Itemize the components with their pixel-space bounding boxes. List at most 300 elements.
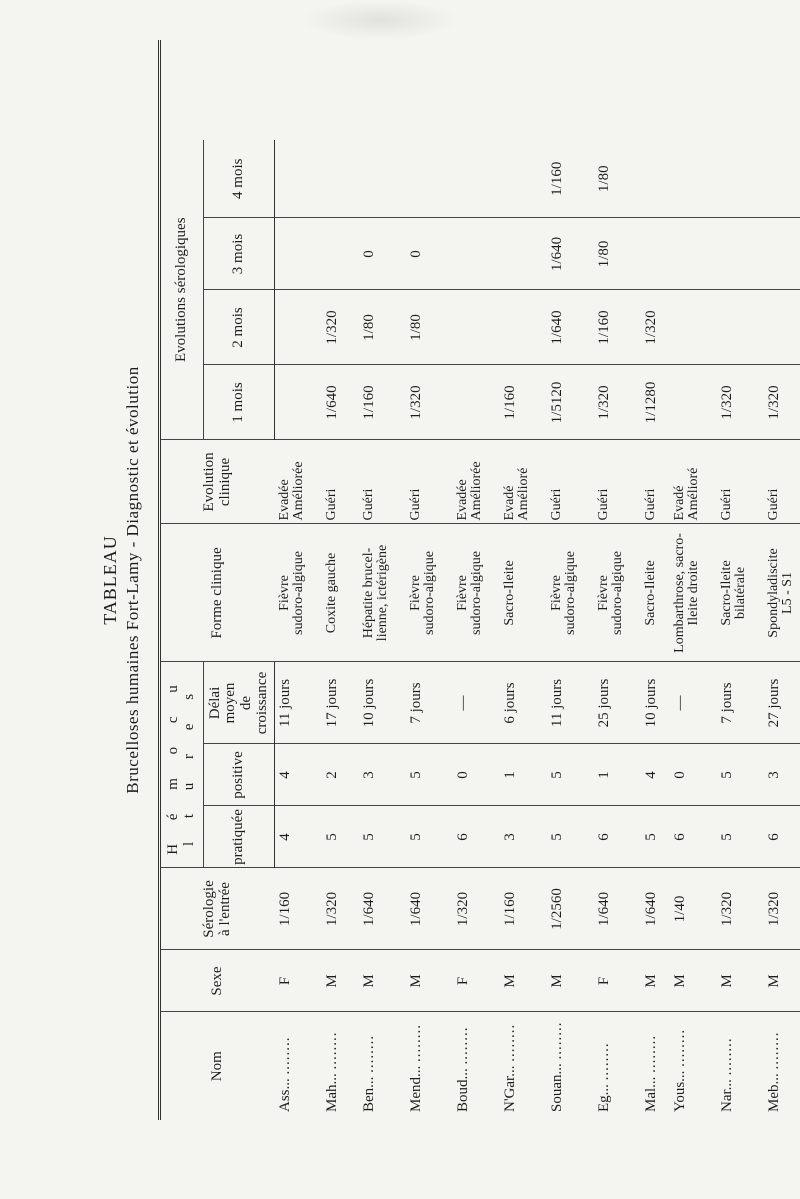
cell-evolution-clinique: [500, 440, 547, 524]
cell-forme-clinique: [641, 524, 670, 662]
cell-delai-text: —: [455, 695, 471, 711]
cell-1-mois: [641, 365, 670, 440]
cell-pratiquee: [500, 806, 547, 868]
table-row: [453, 40, 500, 1120]
cell-serologie: [453, 868, 500, 950]
cell-forme-clinique-text: Lombarthrose, sacro-: [672, 533, 687, 653]
cell-positive-text: 1: [502, 771, 518, 779]
cell-nom: [500, 1012, 547, 1120]
cell-evolution-clinique-text: Guéri: [719, 488, 734, 521]
cell-3-mois: [764, 218, 800, 290]
cell-positive-text: 3: [361, 771, 377, 779]
cell-1-mois: [670, 365, 717, 440]
cell-pratiquee: [594, 806, 641, 868]
header-delai-l2: de croissance: [238, 671, 270, 735]
cell-positive: [359, 744, 406, 806]
cell-pratiquee-text: 5: [408, 833, 424, 841]
cell-evolution-clinique-text: Evadé: [502, 485, 517, 521]
cell-serologie-text: 1/320: [719, 891, 735, 927]
table-row: [641, 40, 670, 1120]
cell-pratiquee-text: 3: [502, 833, 518, 841]
cell-serologie: [322, 868, 359, 950]
cell-nom-text: Boud...: [455, 1068, 471, 1112]
cell-2-mois-text: 1/160: [596, 310, 612, 345]
cell-4-mois: [717, 140, 764, 218]
cell-positive-text: 5: [719, 771, 735, 779]
cell-positive-text: 5: [549, 771, 565, 779]
cell-2-mois: [594, 290, 641, 365]
cell-positive-text: 2: [324, 771, 340, 779]
cell-1-mois: [406, 365, 453, 440]
cell-serologie: [594, 868, 641, 950]
cell-serologie: [547, 868, 594, 950]
cell-forme-clinique: [453, 524, 500, 662]
cell-serologie: [641, 868, 670, 950]
cell-nom-text: Eg...: [596, 1084, 612, 1112]
table-subtitle: Brucelloses humaines Fort-Lamy - Diagnostic et évolution: [123, 366, 142, 794]
cell-1-mois: [359, 365, 406, 440]
cell-serologie-text: 1/320: [455, 891, 471, 927]
cell-forme-clinique: [359, 524, 406, 662]
header-delai-l1: Délai moyen: [206, 682, 239, 724]
header-evolution-clinique: [160, 440, 275, 524]
cell-4-mois: [322, 140, 359, 218]
cell-forme-clinique: [547, 524, 594, 662]
cell-sexe: [453, 950, 500, 1012]
cell-positive-text: 3: [766, 771, 782, 779]
cell-positive-text: 0: [455, 771, 471, 779]
cell-spacer: [500, 40, 547, 140]
cell-evolution-clinique-text: Guéri: [361, 488, 376, 521]
cell-evolution-clinique-text: Amélioré: [686, 467, 701, 521]
cell-nom: [717, 1012, 764, 1120]
cell-forme-clinique-text: Hépatite brucel-: [361, 547, 376, 639]
cell-sexe-text: M: [361, 974, 377, 988]
cell-pratiquee: [275, 806, 323, 868]
cell-1-mois-text: 1/5120: [549, 381, 565, 424]
cell-forme-clinique: [670, 524, 717, 662]
cell-nom-dots: ........: [408, 1024, 424, 1062]
cell-pratiquee-text: 5: [549, 833, 565, 841]
cell-evolution-clinique-text: Guéri: [643, 488, 658, 521]
cell-evolution-clinique-text: Guéri: [596, 488, 611, 521]
cell-spacer: [670, 40, 717, 140]
cell-4-mois-text: 1/80: [596, 165, 612, 193]
cell-evolution-clinique: [764, 440, 800, 524]
cell-nom-dots: ........: [276, 1036, 293, 1075]
cell-forme-clinique-text: Fièvre: [276, 575, 292, 611]
cell-2-mois-text: 1/80: [361, 314, 377, 341]
cell-nom-dots: ........: [361, 1034, 377, 1073]
header-forme-clinique: Forme clinique: [160, 524, 275, 662]
cell-forme-clinique-text: Sacro-Ileite: [643, 560, 658, 626]
cell-positive: [547, 744, 594, 806]
cell-positive: [641, 744, 670, 806]
cell-evolution-clinique-text: Amélioré: [516, 467, 531, 521]
cell-forme-clinique-text: L5 - S1: [780, 571, 795, 614]
cell-nom-dots: ........: [549, 1021, 565, 1060]
cell-nom-text: Mal...: [643, 1076, 659, 1112]
cell-spacer: [717, 40, 764, 140]
cell-4-mois: [641, 140, 670, 218]
cell-evolution-clinique-text: Evadée: [276, 479, 292, 521]
cell-nom-dots: ........: [766, 1031, 782, 1070]
cell-delai: [594, 662, 641, 744]
cell-forme-clinique: [500, 524, 547, 662]
cell-3-mois: [406, 218, 453, 290]
cell-nom: [453, 1012, 500, 1120]
cell-nom-text: Ben...: [361, 1076, 377, 1112]
cell-evolution-clinique: [359, 440, 406, 524]
cell-positive-text: 0: [672, 771, 688, 779]
rotated-table-page: [100, 40, 795, 1120]
cell-nom: [594, 1012, 641, 1120]
cell-delai: [359, 662, 406, 744]
cell-3-mois: [594, 218, 641, 290]
cell-forme-clinique: [764, 524, 800, 662]
cell-3-mois: [641, 218, 670, 290]
cell-sexe-text: M: [549, 974, 565, 988]
cell-spacer: [764, 40, 800, 140]
header-evolutions-serologiques: Evolutions sérologiques: [160, 140, 204, 440]
cell-spacer: [406, 40, 453, 140]
cell-sexe: [717, 950, 764, 1012]
header-nom: Nom: [208, 1051, 225, 1082]
cell-serologie: [764, 868, 800, 950]
cell-2-mois: [359, 290, 406, 365]
cell-4-mois: [453, 140, 500, 218]
table-row: [594, 40, 641, 1120]
cell-sexe: [764, 950, 800, 1012]
cell-forme-clinique: [406, 524, 453, 662]
cell-sexe-text: M: [408, 974, 424, 988]
cell-delai: [322, 662, 359, 744]
cell-evolution-clinique: [547, 440, 594, 524]
cell-sexe-text: M: [719, 974, 735, 988]
cell-sexe: [359, 950, 406, 1012]
cell-spacer: [322, 40, 359, 140]
cell-nom: [406, 1012, 453, 1120]
cell-forme-clinique-text: sudoro-algique: [290, 551, 306, 635]
page-stain: [300, 0, 460, 40]
cell-evolution-clinique: [717, 440, 764, 524]
cell-1-mois: [717, 365, 764, 440]
cell-evolution-clinique-text: Evadé: [672, 485, 687, 521]
cell-delai: [275, 662, 323, 744]
cell-pratiquee: [641, 806, 670, 868]
cell-forme-clinique-text: sudoro-algique: [610, 551, 625, 635]
cell-4-mois: [406, 140, 453, 218]
brucellose-table: [158, 40, 800, 1120]
cell-3-mois: [275, 218, 323, 290]
cell-sexe-text: M: [766, 974, 782, 988]
header-evolution-l1: Evolution: [201, 452, 217, 512]
cell-1-mois: [322, 365, 359, 440]
cell-evolution-clinique-text: Guéri: [766, 488, 781, 521]
cell-3-mois-text: 0: [361, 250, 377, 258]
cell-evolution-clinique-text: Guéri: [324, 488, 339, 521]
cell-2-mois-text: 1/320: [643, 310, 659, 345]
cell-positive: [764, 744, 800, 806]
cell-4-mois: [500, 140, 547, 218]
header-4-mois: 4 mois: [204, 140, 275, 218]
cell-delai: [670, 662, 717, 744]
cell-serologie: [500, 868, 547, 950]
cell-2-mois: [500, 290, 547, 365]
cell-pratiquee-text: 6: [672, 833, 688, 841]
cell-serologie: [670, 868, 717, 950]
cell-nom: [641, 1012, 670, 1120]
cell-nom-dots: ........: [719, 1037, 735, 1076]
cell-serologie-text: 1/640: [361, 891, 377, 927]
cell-delai: [547, 662, 594, 744]
cell-forme-clinique-text: lienne, ictérigène: [375, 544, 390, 642]
cell-delai: [717, 662, 764, 744]
cell-3-mois: [322, 218, 359, 290]
cell-nom-dots: ........: [324, 1031, 340, 1070]
cell-delai-text: 11 jours: [549, 678, 565, 728]
cell-sexe: [594, 950, 641, 1012]
cell-2-mois: [453, 290, 500, 365]
cell-pratiquee-text: 5: [719, 833, 735, 841]
cell-pratiquee-text: 5: [361, 833, 377, 841]
cell-3-mois: [359, 218, 406, 290]
cell-delai: [764, 662, 800, 744]
cell-serologie-text: 1/2560: [549, 888, 565, 930]
cell-positive-text: 5: [408, 771, 424, 779]
cell-3-mois: [717, 218, 764, 290]
cell-evolution-clinique: [670, 440, 717, 524]
cell-forme-clinique-text: Sacro-Ileite: [502, 560, 517, 626]
cell-pratiquee: [322, 806, 359, 868]
cell-delai-text: 11 jours: [277, 678, 293, 728]
cell-1-mois: [547, 365, 594, 440]
header-hemocultures: H é m o c u l t u r e s: [160, 662, 204, 868]
cell-serologie: [359, 868, 406, 950]
cell-spacer: [453, 40, 500, 140]
cell-spacer: [547, 40, 594, 140]
cell-sexe-text: F: [596, 976, 612, 986]
cell-2-mois: [547, 290, 594, 365]
cell-serologie: [717, 868, 764, 950]
cell-forme-clinique-text: sudoro-algique: [422, 551, 437, 635]
header-3-mois: 3 mois: [204, 218, 275, 290]
cell-forme-clinique-text: Coxite gauche: [324, 552, 339, 634]
cell-delai-text: 25 jours: [596, 678, 612, 728]
cell-4-mois: [275, 140, 323, 218]
cell-sexe: [547, 950, 594, 1012]
table-row: [275, 40, 323, 1120]
cell-4-mois: [670, 140, 717, 218]
cell-sexe: [322, 950, 359, 1012]
cell-nom-text: Meb...: [766, 1073, 782, 1112]
cell-nom: [547, 1012, 594, 1120]
cell-forme-clinique: [322, 524, 359, 662]
cell-sexe: [275, 950, 323, 1012]
header-serologie: [160, 868, 275, 950]
cell-serologie-text: 1/320: [766, 891, 782, 927]
cell-nom-dots: ........: [502, 1023, 518, 1062]
header-evolution-l2: clinique: [216, 457, 233, 507]
cell-2-mois: [322, 290, 359, 365]
cell-spacer: [594, 40, 641, 140]
header-pratiquee: pratiquée: [204, 806, 275, 868]
cell-nom-dots: ........: [643, 1034, 659, 1073]
cell-forme-clinique: [275, 524, 323, 662]
cell-nom-dots: ........: [672, 1028, 688, 1067]
cell-delai-text: —: [672, 695, 688, 711]
cell-forme-clinique-text: Fièvre: [455, 575, 470, 611]
cell-serologie-text: 1/160: [276, 891, 293, 927]
cell-pratiquee: [717, 806, 764, 868]
cell-positive: [453, 744, 500, 806]
cell-sexe: [641, 950, 670, 1012]
cell-2-mois-text: 1/80: [408, 314, 424, 341]
cell-3-mois: [670, 218, 717, 290]
header-spacer: [160, 40, 275, 140]
cell-1-mois-text: 1/160: [502, 385, 518, 420]
cell-serologie-text: 1/640: [596, 891, 612, 927]
cell-evolution-clinique: [594, 440, 641, 524]
cell-positive-text: 1: [596, 771, 612, 779]
cell-2-mois: [406, 290, 453, 365]
cell-serologie-text: 1/320: [324, 891, 340, 927]
cell-3-mois-text: 1/640: [549, 236, 565, 272]
table-row: [406, 40, 453, 1120]
cell-pratiquee: [764, 806, 800, 868]
table-row: [500, 40, 547, 1120]
cell-delai: [406, 662, 453, 744]
cell-serologie-text: 1/160: [502, 891, 518, 927]
cell-evolution-clinique-text: Evadée: [455, 479, 470, 521]
header-serologie-l1: Sérologie: [201, 880, 217, 938]
cell-pratiquee-text: 6: [596, 833, 612, 841]
cell-sexe-text: F: [276, 976, 293, 986]
cell-sexe-text: M: [643, 974, 659, 988]
cell-delai: [453, 662, 500, 744]
cell-pratiquee: [406, 806, 453, 868]
cell-4-mois: [764, 140, 800, 218]
cell-pratiquee-text: 4: [277, 833, 293, 841]
cell-pratiquee: [359, 806, 406, 868]
cell-2-mois: [641, 290, 670, 365]
cell-serologie-text: 1/40: [672, 895, 688, 923]
cell-delai-text: 10 jours: [361, 678, 377, 728]
cell-forme-clinique: [594, 524, 641, 662]
cell-pratiquee-text: 5: [643, 833, 659, 841]
cell-delai-text: 10 jours: [643, 678, 659, 728]
cell-3-mois: [500, 218, 547, 290]
cell-pratiquee: [453, 806, 500, 868]
cell-forme-clinique-text: Fièvre: [408, 575, 423, 611]
cell-3-mois-text: 0: [408, 250, 424, 258]
header-positive: positive: [204, 744, 275, 806]
cell-delai-text: 7 jours: [408, 682, 424, 724]
cell-2-mois: [670, 290, 717, 365]
cell-evolution-clinique: [453, 440, 500, 524]
cell-nom: [670, 1012, 717, 1120]
cell-sexe-text: M: [672, 974, 688, 988]
cell-forme-clinique-text: bilatérale: [733, 566, 748, 620]
cell-serologie-text: 1/640: [643, 891, 659, 927]
cell-positive: [717, 744, 764, 806]
cell-1-mois: [500, 365, 547, 440]
cell-positive: [594, 744, 641, 806]
cell-serologie: [275, 868, 323, 950]
cell-nom-text: Souan...: [549, 1063, 565, 1112]
cell-1-mois-text: 1/320: [719, 385, 735, 420]
cell-delai-text: 6 jours: [502, 682, 518, 724]
cell-nom-text: Nar...: [719, 1079, 735, 1112]
cell-evolution-clinique-text: Améliorée: [469, 461, 484, 521]
cell-pratiquee: [547, 806, 594, 868]
cell-1-mois-text: 1/1280: [643, 381, 659, 424]
cell-pratiquee: [670, 806, 717, 868]
cell-forme-clinique-text: Sacro-Ileite: [719, 560, 734, 626]
table-body: [275, 40, 800, 1120]
cell-nom: [322, 1012, 359, 1120]
cell-pratiquee-text: 5: [324, 833, 340, 841]
cell-positive-text: 4: [643, 771, 659, 779]
cell-sexe: [670, 950, 717, 1012]
cell-evolution-clinique: [322, 440, 359, 524]
cell-4-mois: [594, 140, 641, 218]
header-sexe: Sexe: [160, 950, 275, 1012]
cell-sexe-text: F: [455, 976, 471, 986]
cell-forme-clinique-text: sudoro-algique: [469, 551, 484, 635]
cell-spacer: [359, 40, 406, 140]
cell-1-mois: [764, 365, 800, 440]
table-row: [547, 40, 594, 1120]
cell-4-mois: [359, 140, 406, 218]
table-row: [322, 40, 359, 1120]
cell-delai-text: 17 jours: [324, 678, 340, 728]
table-row: [359, 40, 406, 1120]
cell-positive: [500, 744, 547, 806]
cell-sexe-text: M: [324, 974, 340, 988]
cell-1-mois: [275, 365, 323, 440]
cell-evolution-clinique: [275, 440, 323, 524]
cell-sexe: [500, 950, 547, 1012]
cell-forme-clinique-text: Spondyladiscite: [766, 548, 781, 638]
cell-nom-dots: ........: [455, 1026, 471, 1065]
cell-nom-dots: ........: [596, 1042, 612, 1081]
cell-spacer: [641, 40, 670, 140]
cell-evolution-clinique-text: Guéri: [408, 488, 423, 521]
cell-pratiquee-text: 6: [766, 833, 782, 841]
table-row: [717, 40, 764, 1120]
cell-3-mois: [547, 218, 594, 290]
cell-1-mois-text: 1/320: [766, 385, 782, 420]
table-row: [670, 40, 717, 1120]
cell-sexe-text: M: [502, 974, 518, 988]
cell-positive-text: 4: [277, 771, 293, 779]
cell-sexe: [406, 950, 453, 1012]
cell-evolution-clinique-text: Guéri: [549, 488, 564, 521]
cell-1-mois-text: 1/640: [324, 385, 340, 420]
cell-delai: [500, 662, 547, 744]
cell-nom-text: Mah...: [324, 1073, 340, 1112]
cell-3-mois-text: 1/80: [596, 240, 612, 268]
cell-positive: [322, 744, 359, 806]
header-1-mois: 1 mois: [204, 365, 275, 440]
cell-2-mois-text: 1/320: [324, 310, 340, 345]
cell-nom-text: Yous...: [672, 1070, 688, 1112]
header-2-mois: 2 mois: [204, 290, 275, 365]
cell-3-mois: [453, 218, 500, 290]
cell-nom: [359, 1012, 406, 1120]
cell-delai: [641, 662, 670, 744]
